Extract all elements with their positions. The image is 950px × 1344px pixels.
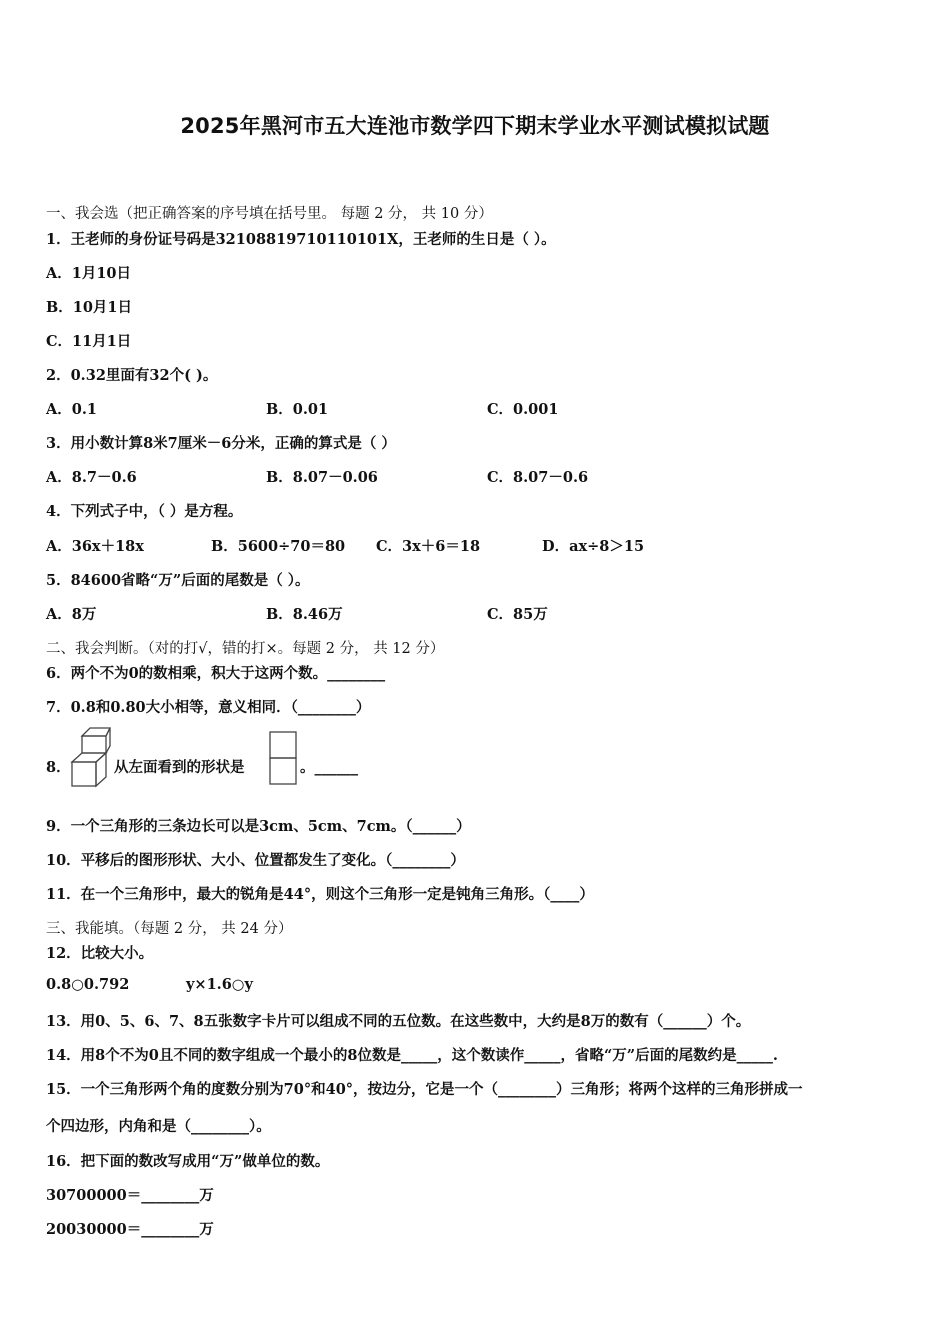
q3-option-c: C．8.07－0.6: [487, 469, 589, 486]
q12-compare-b: y×1.6○y: [186, 976, 253, 993]
question-3: 3．用小数计算8米7厘米－6分米，正确的算式是（ ）: [46, 435, 396, 452]
question-10: 10．平移后的图形形状、大小、位置都发生了变化。（________）: [46, 852, 465, 869]
question-8-answer-blank: 。______: [300, 759, 358, 776]
question-16: 16．把下面的数改写成用“万”做单位的数。: [46, 1153, 330, 1170]
question-12: 12．比较大小。: [46, 945, 154, 962]
question-15-line1: 15．一个三角形两个角的度数分别为70°和40°，按边分，它是一个（________）三角形；将两个这样的三角形拼成一: [46, 1081, 803, 1098]
page-title: 2025年黑河市五大连池市数学四下期末学业水平测试模拟试题: [180, 114, 770, 138]
q2-option-a: A．0.1: [46, 401, 97, 418]
q5-option-b: B．8.46万: [266, 606, 343, 623]
question-15-line2: 个四边形，内角和是（________）。: [46, 1118, 271, 1135]
section2-heading: 二、我会判断。（对的打√，错的打×。每题 2 分， 共 12 分）: [46, 641, 445, 657]
q2-option-c: C．0.001: [487, 401, 559, 418]
q4-option-a: A．36x＋18x: [46, 538, 144, 555]
question-6: 6．两个不为0的数相乘，积大于这两个数。________: [46, 665, 386, 682]
q2-option-b: B．0.01: [266, 401, 329, 418]
question-8-number: 8．: [46, 759, 71, 776]
question-7: 7．0.8和0.80大小相等，意义相同．（________）: [46, 699, 371, 716]
section1-heading: 一、我会选（把正确答案的序号填在括号里。 每题 2 分， 共 10 分）: [46, 206, 493, 222]
question-2: 2．0.32里面有32个( )。: [46, 367, 218, 384]
question-8-text: 从左面看到的形状是: [114, 759, 245, 776]
question-5: 5．84600省略“万”后面的尾数是（ ）。: [46, 572, 310, 589]
q1-option-b: B．10月1日: [46, 299, 133, 316]
q1-option-a: A．1月10日: [46, 265, 132, 282]
q3-option-a: A．8.7－0.6: [46, 469, 137, 486]
stacked-cubes-figure: [70, 726, 112, 788]
question-4: 4．下列式子中，（ ）是方程。: [46, 503, 243, 520]
question-1: 1．王老师的身份证号码是32108819710110101X，王老师的生日是（ ）。: [46, 231, 556, 248]
section3-heading: 三、我能填。（每题 2 分， 共 24 分）: [46, 921, 293, 937]
q4-option-c: C．3x＋6＝18: [376, 538, 481, 555]
q4-option-b: B．5600÷70＝80: [211, 538, 346, 555]
q4-option-d: D．ax÷8＞15: [542, 538, 645, 555]
q3-option-b: B．8.07－0.06: [266, 469, 378, 486]
left-view-shape: [268, 730, 298, 786]
q12-compare-a: 0.8○0.792: [46, 976, 130, 993]
q16-item-b: 20030000＝________万: [46, 1221, 214, 1238]
question-13: 13．用0、5、6、7、8五张数字卡片可以组成不同的五位数。在这些数中，大约是8万的数有（______）个。: [46, 1013, 751, 1030]
question-11: 11．在一个三角形中，最大的锐角是44°，则这个三角形一定是钝角三角形。（____）: [46, 886, 594, 903]
question-9: 9．一个三角形的三条边长可以是3cm、5cm、7cm。（______）: [46, 818, 471, 835]
question-14: 14．用8个不为0且不同的数字组成一个最小的8位数是_____，这个数读作_____，省略“万”后面的尾数约是_____.: [46, 1047, 778, 1064]
q16-item-a: 30700000＝________万: [46, 1187, 214, 1204]
q5-option-c: C．85万: [487, 606, 548, 623]
q5-option-a: A．8万: [46, 606, 97, 623]
q1-option-c: C．11月1日: [46, 333, 132, 350]
